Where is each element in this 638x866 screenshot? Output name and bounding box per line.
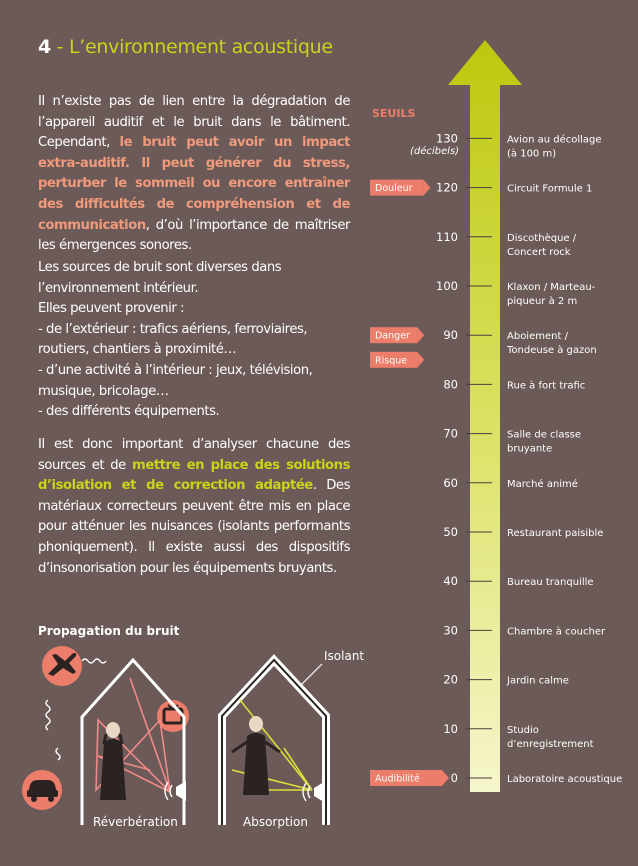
sources-line-4: - d’une activité à l’intérieur : jeux, télévision, musique, bricolage… bbox=[38, 362, 313, 399]
sources-line-2: Elles peuvent provenir : bbox=[38, 301, 185, 317]
level-description: Avion au décollage bbox=[507, 134, 602, 146]
solutions-text-1: Il est donc important d’analyser chacune des sources et de bbox=[38, 437, 350, 473]
level-db: 0 bbox=[450, 771, 458, 785]
level-description: Bureau tranquille bbox=[507, 577, 594, 589]
level-db: 100 bbox=[436, 279, 458, 293]
level-db: 60 bbox=[443, 475, 458, 490]
reverberation-label: Réverbération bbox=[93, 815, 178, 829]
level-db: 80 bbox=[443, 377, 458, 392]
level-description: d’enregistrement bbox=[507, 738, 594, 750]
level-description: Laboratoire acoustique bbox=[507, 774, 623, 785]
propagation-title: Propagation du bruit bbox=[38, 624, 180, 638]
level-row bbox=[436, 131, 601, 159]
threshold-label: Risque bbox=[375, 355, 408, 367]
level-description: Circuit Formule 1 bbox=[507, 183, 593, 195]
level-db: 40 bbox=[443, 574, 458, 589]
level-row bbox=[443, 377, 585, 391]
solutions-highlight: mettre en place des solutions d’isolation et de correction adaptée bbox=[38, 457, 350, 494]
level-row bbox=[443, 623, 606, 637]
sources-line-1: Les sources de bruit sont diverses dans l’environnement intérieur. bbox=[38, 260, 282, 296]
level-description: (à 100 m) bbox=[507, 148, 557, 160]
level-row bbox=[443, 427, 581, 455]
threshold-label: Audibilité bbox=[375, 773, 420, 785]
level-db: 10 bbox=[443, 721, 458, 736]
level-description: Jardin calme bbox=[507, 675, 569, 687]
level-description: Salle de classe bbox=[507, 429, 582, 441]
level-row bbox=[436, 279, 596, 307]
level-row bbox=[443, 525, 603, 539]
intro-text-1: Il n’existe pas de lien entre la dégradation de l’appareil auditif et le bruit dans le bâtiment. Cependant, bbox=[38, 94, 350, 151]
title-separator: - bbox=[50, 36, 69, 58]
level-db: 110 bbox=[436, 229, 458, 244]
threshold-badge bbox=[370, 180, 430, 196]
level-row bbox=[443, 574, 593, 588]
threshold-badge bbox=[370, 770, 449, 786]
level-row bbox=[443, 673, 569, 687]
level-row bbox=[443, 328, 596, 356]
threshold-list bbox=[370, 180, 449, 786]
level-description: Concert rock bbox=[507, 246, 571, 258]
level-description: Tondeuse à gazon bbox=[507, 345, 597, 357]
level-description: Chambre à coucher bbox=[507, 626, 606, 638]
sources-line-3: - de l’extérieur : trafics aériens, ferroviaires, routiers, chantiers à proximité… bbox=[38, 321, 308, 358]
level-db: 30 bbox=[443, 623, 458, 638]
level-db: 20 bbox=[443, 672, 458, 687]
level-row bbox=[436, 181, 592, 195]
level-description: Klaxon / Marteau- bbox=[507, 282, 596, 293]
seuils-label: SEUILS bbox=[372, 107, 416, 120]
intro-text-2: , d’où l’importance de maîtriser les émergences sonores. bbox=[38, 217, 350, 254]
level-row bbox=[443, 476, 578, 490]
threshold-pointer bbox=[442, 770, 449, 786]
level-list bbox=[436, 131, 622, 785]
level-db: 130 bbox=[436, 131, 458, 146]
threshold-label: Douleur bbox=[375, 183, 413, 195]
level-db: 70 bbox=[443, 426, 458, 441]
threshold-pointer bbox=[417, 327, 424, 343]
level-db: 90 bbox=[443, 328, 458, 343]
level-description: Discothèque / bbox=[507, 232, 577, 244]
level-row bbox=[436, 230, 577, 258]
section-number: 4 bbox=[38, 36, 51, 58]
absorption-label: Absorption bbox=[243, 815, 308, 829]
unit-label: (décibels) bbox=[410, 146, 460, 157]
threshold-badge bbox=[370, 327, 424, 343]
solutions-text-2: . Des matériaux correcteurs peuvent être mis en place pour atténuer les nuisances (isolants performants phoniquement). Il existe aussi des dispositifs d’insonorisation pour les équipements bruyants. bbox=[38, 478, 350, 576]
level-description: Studio bbox=[507, 724, 539, 736]
isolant-label: Isolant bbox=[324, 649, 365, 663]
level-db: 50 bbox=[443, 525, 458, 539]
level-db: 120 bbox=[436, 180, 458, 195]
sources-line-5: - des différents équipements. bbox=[38, 404, 220, 420]
level-description: piqueur à 2 m bbox=[507, 296, 578, 307]
level-row bbox=[443, 722, 593, 750]
threshold-pointer bbox=[423, 180, 430, 196]
level-description: bruyante bbox=[507, 443, 553, 455]
level-description: Marché animé bbox=[507, 478, 578, 490]
threshold-badge bbox=[370, 352, 424, 368]
level-description: Aboiement / bbox=[507, 331, 568, 343]
level-description: Rue à fort trafic bbox=[507, 380, 586, 392]
threshold-pointer bbox=[417, 352, 424, 368]
section-title: L’environnement acoustique bbox=[68, 36, 333, 58]
level-description: Restaurant paisible bbox=[507, 528, 604, 539]
intro-highlight: le bruit peut avoir un impact extra-auditif. Il peut générer du stress, perturber le sommeil ou encore entraîner des difficultés de compréhension et de communication bbox=[38, 135, 350, 233]
threshold-label: Danger bbox=[375, 330, 410, 342]
